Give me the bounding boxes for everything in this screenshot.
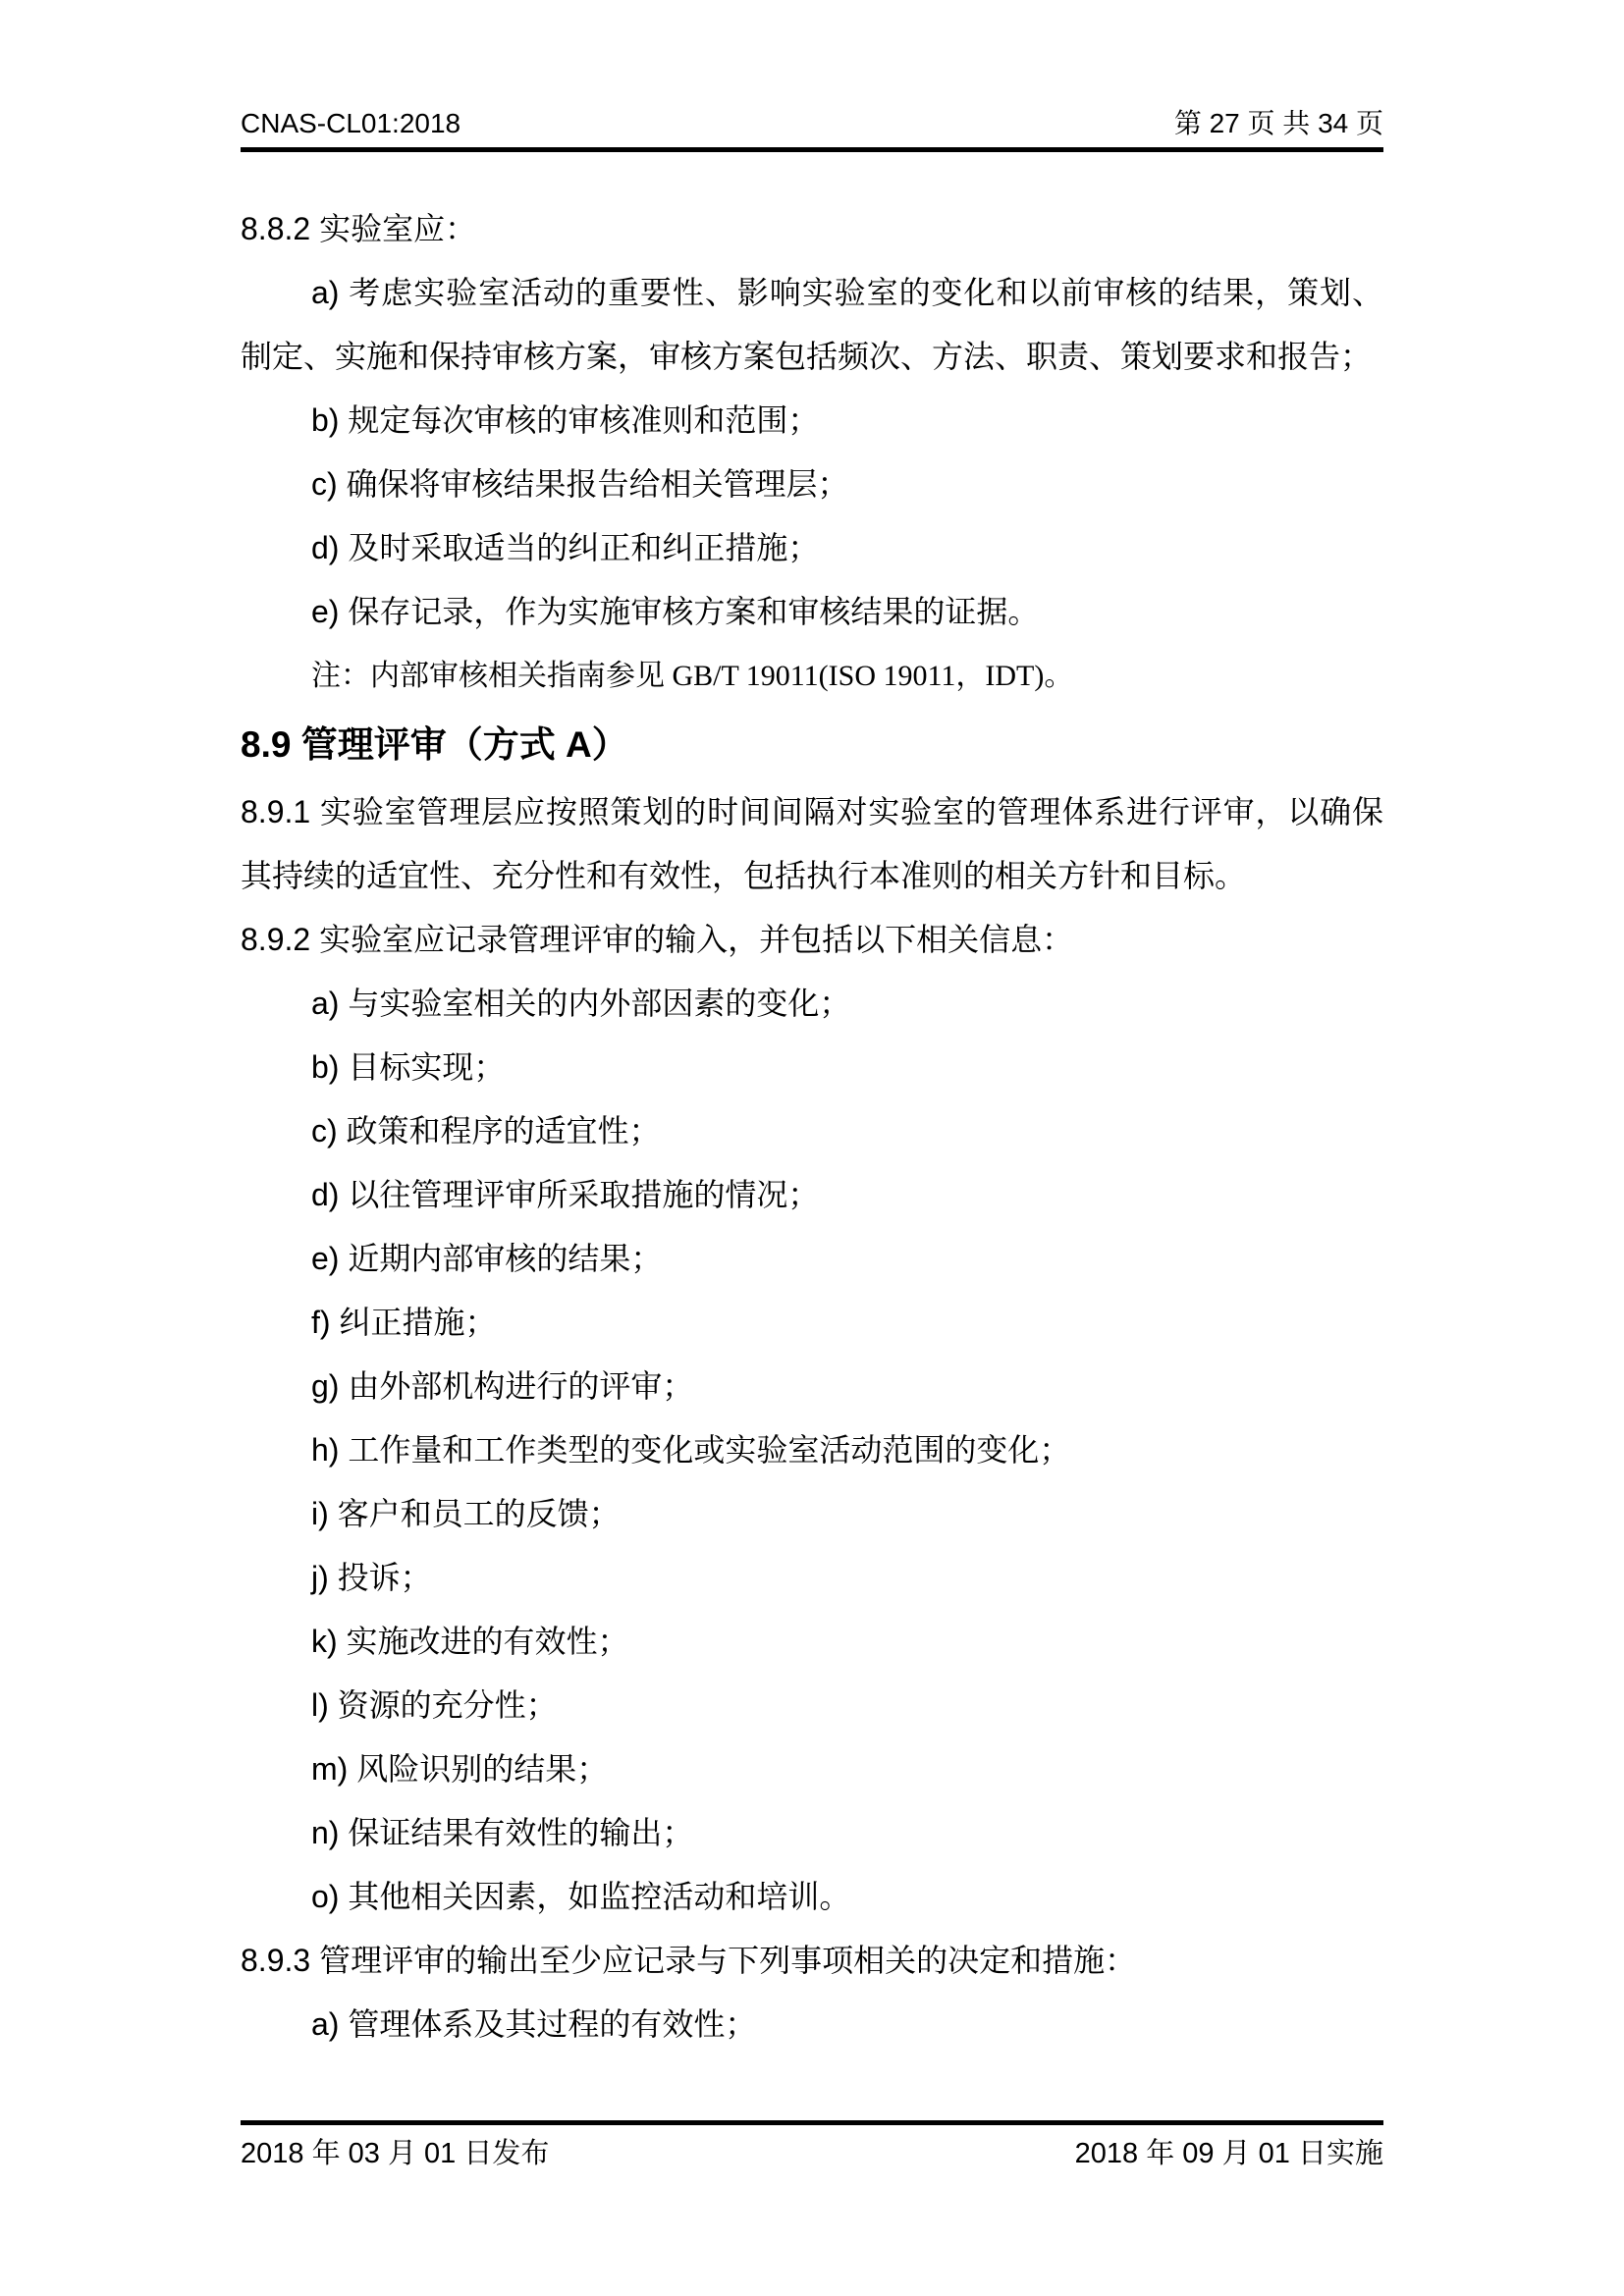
footer-rule	[241, 2120, 1383, 2125]
list-item-m: m) 风险识别的结果；	[311, 1751, 609, 1787]
list-item-l: l) 资源的充分性；	[311, 1687, 558, 1723]
doc-code: CNAS-CL01:2018	[241, 108, 461, 138]
list-item-b: b) 规定每次审核的审核准则和范围；	[311, 402, 820, 438]
list-item-e: e) 近期内部审核的结果；	[311, 1241, 663, 1276]
clause-8-9-2: 8.9.2 实验室应记录管理评审的输入，并包括以下相关信息：	[241, 922, 1074, 957]
list-item-k: k) 实施改进的有效性；	[311, 1624, 629, 1659]
list-item-c: c) 政策和程序的适宜性；	[311, 1113, 661, 1148]
clause-8-8-2: 8.8.2 实验室应：	[241, 211, 477, 246]
list-item-n: n) 保证结果有效性的输出；	[311, 1815, 694, 1850]
list-item-a: a) 与实验室相关的内外部因素的变化；	[311, 986, 851, 1021]
list-item-a: a) 考虑实验室活动的重要性、影响实验室的变化和以前审核的结果，策划、制定、实施和保持审核方案，审核方案包括频次、方法、职责、策划要求和报告；	[241, 275, 1383, 374]
list-item-o: o) 其他相关因素，如监控活动和培训。	[311, 1879, 851, 1914]
list-item-c: c) 确保将审核结果报告给相关管理层；	[311, 466, 849, 502]
heading-8-9: 8.9 管理评审（方式 A）	[241, 724, 628, 765]
list-item-e: e) 保存记录，作为实施审核方案和审核结果的证据。	[311, 594, 1040, 629]
note-internal-audit: 注：内部审核相关指南参见 GB/T 19011(ISO 19011，IDT)。	[311, 660, 1074, 692]
implement-date: 2018 年 09 月 01 日实施	[1074, 2138, 1383, 2169]
list-item-a: a) 管理体系及其过程的有效性；	[311, 2006, 757, 2042]
list-item-j: j) 投诉；	[311, 1560, 432, 1595]
list-item-g: g) 由外部机构进行的评审；	[311, 1368, 694, 1404]
release-date: 2018 年 03 月 01 日发布	[241, 2138, 550, 2169]
page-footer	[241, 2134, 1383, 2173]
document-body	[241, 197, 1383, 2056]
list-item-b: b) 目标实现；	[311, 1049, 506, 1085]
clause-8-9-1: 8.9.1 实验室管理层应按照策划的时间间隔对实验室的管理体系进行评审，以确保其持续的适宜性、充分性和有效性，包括执行本准则的相关方针和目标。	[241, 794, 1383, 893]
list-item-i: i) 客户和员工的反馈；	[311, 1496, 621, 1531]
page-number-info: 第 27 页 共 34 页	[1173, 108, 1383, 138]
clause-8-9-3: 8.9.3 管理评审的输出至少应记录与下列事项相关的决定和措施：	[241, 1943, 1137, 1978]
list-item-f: f) 纠正措施；	[311, 1305, 497, 1340]
list-item-h: h) 工作量和工作类型的变化或实验室活动范围的变化；	[311, 1432, 1071, 1468]
list-item-d: d) 以往管理评审所采取措施的情况；	[311, 1177, 820, 1212]
page-header	[241, 106, 1383, 141]
header-rule	[241, 147, 1383, 152]
list-item-d: d) 及时采取适当的纠正和纠正措施；	[311, 530, 820, 565]
